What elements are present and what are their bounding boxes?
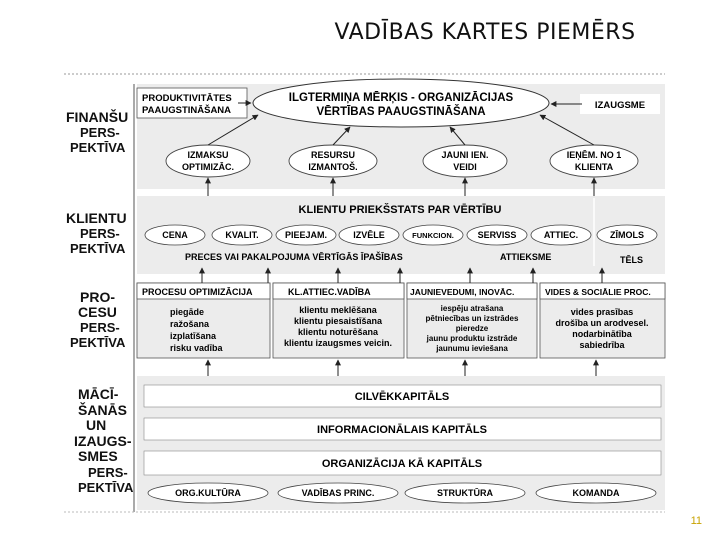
- capital-text: CILVĒKKAPITĀLS: [354, 391, 450, 403]
- learning-to-process-arrows: [208, 360, 596, 376]
- process-line: klientu izaugsmes veicin.: [283, 338, 393, 348]
- learning-perspective-word: SMES: [78, 448, 118, 464]
- learning-oval: [536, 483, 656, 503]
- perspective-line: PERS-: [80, 226, 120, 241]
- process-header: PROCESU OPTIMIZĀCIJA: [142, 287, 253, 297]
- learning-oval: [405, 483, 525, 503]
- perspective-line: PERS-: [80, 320, 120, 335]
- client-oval: [145, 225, 205, 245]
- finance-oval-text: VEIDI: [453, 162, 477, 172]
- finance-oval-text: KLIENTA: [574, 162, 614, 172]
- learning-oval: [148, 483, 268, 503]
- clients-perspective-word: KLIENTU: [66, 210, 127, 226]
- client-oval: [212, 225, 272, 245]
- process-line: nodarbinātība: [572, 329, 632, 339]
- process-line: sabiedrība: [579, 340, 625, 350]
- process-line: vides prasības: [570, 307, 634, 317]
- finance-oval-text: IZMAKSU: [187, 150, 229, 160]
- perspective-line: PEKTĪVA: [70, 335, 126, 350]
- learning-perspective-word: IZAUGS-: [74, 432, 132, 449]
- learning-perspective-word: MĀCĪ-: [78, 386, 119, 402]
- finance-oval-text: JAUNI IEN.: [441, 150, 489, 160]
- process-line: klientu noturēšana: [297, 327, 379, 337]
- client-brand-label: TĒLS: [620, 255, 644, 265]
- client-oval-text: ATTIEC.: [543, 230, 579, 240]
- process-line: jaunumu ieviešana: [436, 344, 508, 353]
- capital-text: ORGANIZĀCIJA KĀ KAPITĀLS: [321, 458, 483, 470]
- finance-oval: [423, 145, 507, 177]
- productivity-text: PRODUKTIVITĀTES: [142, 93, 232, 104]
- page-title: VADĪBAS KARTES PIEMĒRS: [334, 20, 636, 45]
- process-header: VIDES & SOCIĀLIE PROC.: [545, 287, 651, 297]
- client-oval-text: KVALIT.: [225, 230, 259, 240]
- learning-oval-text: VADĪBAS PRINC.: [301, 488, 375, 498]
- client-oval: [339, 225, 399, 245]
- capital-text: INFORMACIONĀLAIS KAPITĀLS: [317, 424, 487, 436]
- process-header: JAUNIEVEDUMI, INOVĀC.: [410, 287, 515, 297]
- perspective-line: PEKTĪVA: [70, 241, 126, 256]
- productivity-text: PAAUGSTINĀŠANA: [142, 105, 232, 116]
- finance-perspective-word: FINANŠU: [66, 109, 129, 125]
- process-line: risku vadība: [170, 343, 223, 353]
- perspective-line: PERS-: [88, 464, 128, 480]
- process-line: klientu meklēšana: [299, 305, 377, 315]
- capital-bar: [144, 418, 661, 440]
- process-line: jaunu produktu izstrāde: [426, 334, 518, 343]
- process-line: klientu piesaistīšana: [293, 316, 383, 326]
- growth-text: IZAUGSME: [594, 100, 646, 111]
- perspective-line: PEKTĪVA: [70, 140, 126, 155]
- learning-perspective-word: UN: [86, 417, 107, 433]
- process-line: izplatīšana: [170, 331, 217, 341]
- process-perspective-word: CESU: [78, 304, 117, 320]
- learning-perspective-word: ŠANĀS: [78, 401, 128, 418]
- client-oval: [531, 225, 591, 245]
- process-line: pētniecības un izstrādes: [425, 314, 519, 323]
- learning-oval-text: ORG.KULTŪRA: [175, 488, 241, 498]
- client-products-label: PRECES VAI PAKALPOJUMA VĒRTĪGĀS ĪPAŠĪBAS: [185, 252, 403, 262]
- client-oval-text: FUNKCION.: [412, 231, 454, 240]
- process-line: pieredze: [455, 324, 489, 333]
- client-oval-text: SERVISS: [477, 230, 517, 240]
- learning-oval: [278, 483, 398, 503]
- perspective-line: PEKTĪVA: [78, 480, 134, 495]
- process-line: drošība un arodvesel.: [555, 318, 649, 328]
- client-oval: [597, 225, 657, 245]
- finance-oval-text: OPTIMIZĀC.: [182, 162, 234, 172]
- client-header: KLIENTU PRIEKŠSTATS PAR VĒRTĪBU: [298, 204, 502, 216]
- perspective-line: PERS-: [80, 125, 120, 140]
- process-header: KL.ATTIEC.VADĪBA: [288, 287, 371, 297]
- capital-bar: [144, 385, 661, 407]
- client-oval: [276, 225, 336, 245]
- learning-oval-text: STRUKTŪRA: [437, 488, 493, 498]
- client-oval-text: ZĪMOLS: [610, 230, 644, 240]
- finance-oval-text: IEŅĒM. NO 1: [566, 150, 622, 160]
- process-line: piegāde: [170, 307, 205, 317]
- capital-bar: [144, 451, 661, 475]
- goal-text: ILGTERMIŅA MĒRĶIS - ORGANIZĀCIJAS: [288, 92, 514, 104]
- client-oval: [403, 225, 463, 245]
- page-number: 11: [690, 515, 702, 527]
- learning-oval-text: KOMANDA: [572, 488, 620, 498]
- process-perspective-word: PRO-: [80, 289, 115, 305]
- finance-oval: [289, 145, 377, 177]
- goal-text: VĒRTĪBAS PAAUGSTINĀŠANA: [316, 106, 486, 118]
- finance-oval-text: IZMANTOŠ.: [308, 162, 358, 172]
- client-relations-label: ATTIEKSME: [500, 252, 552, 262]
- process-line: iespēju atrašana: [440, 304, 504, 313]
- client-oval-text: PIEEJAM.: [284, 230, 328, 240]
- finance-oval: [550, 145, 638, 177]
- client-oval: [467, 225, 527, 245]
- finance-oval: [166, 145, 250, 177]
- finance-oval-text: RESURSU: [310, 150, 356, 160]
- process-line: ražošana: [170, 319, 210, 329]
- client-oval-text: IZVĒLE: [353, 230, 385, 240]
- client-oval-text: CENA: [162, 230, 188, 240]
